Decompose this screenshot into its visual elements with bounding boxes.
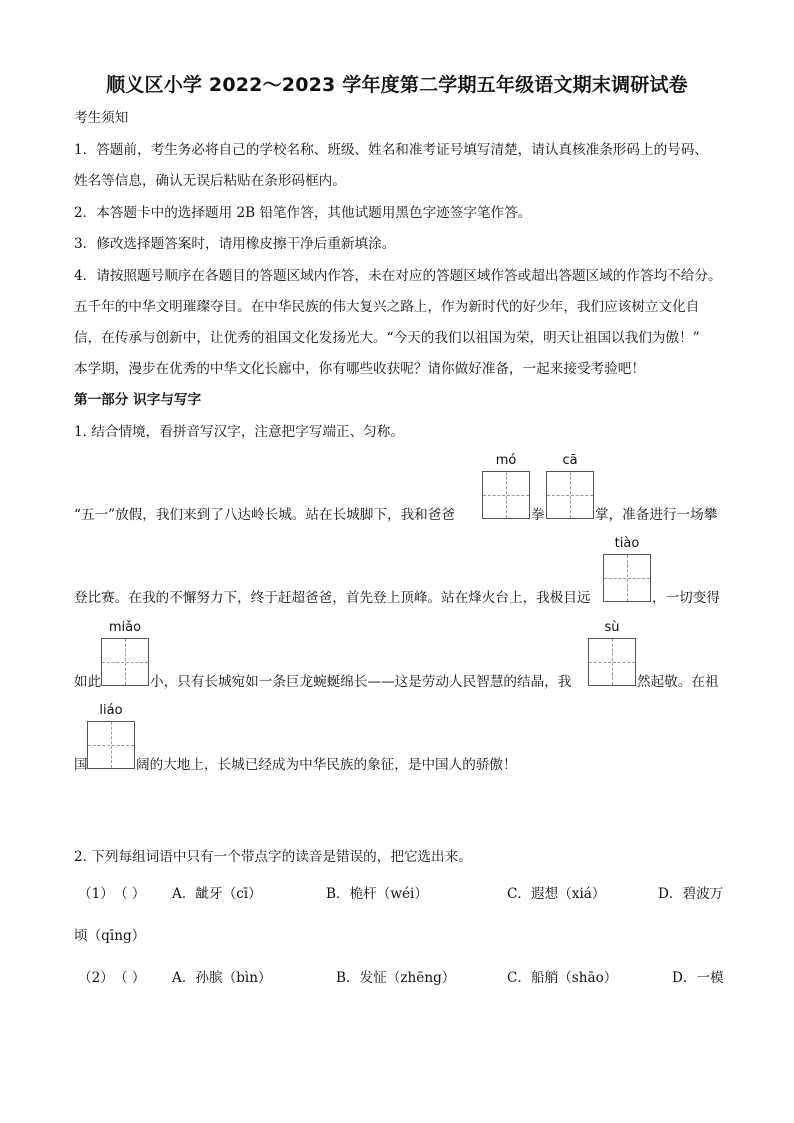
notice-item-3: 3．修改选择题答案时，请用橡皮擦干净后重新填涂。	[74, 236, 396, 252]
q2-row2-option-d: D．一模	[672, 970, 724, 986]
pinyin-mo: mó	[495, 453, 517, 468]
pinyin-ca: cā	[562, 453, 578, 468]
intro-line-3: 本学期，漫步在优秀的中华文化长廊中，你有哪些收获呢？请你做好准备，一起来接受考验吧！	[74, 361, 645, 377]
q1-stem: 1. 结合情境，看拼音写汉字，注意把字写端正、匀称。	[74, 424, 404, 440]
answer-box-su[interactable]	[588, 638, 636, 686]
q1-paragraph-line-3c: 然起敬。在祖	[637, 674, 719, 690]
notice-item-4: 4．请按照题号顺序在各题目的答题区域内作答，未在对应的答题区域作答或超出答题区域的作答均不给分。	[74, 268, 722, 284]
q1-paragraph-line-4a: 国	[74, 757, 88, 773]
q1-paragraph-line-4b: 阔的大地上，长城已经成为中华民族的象征，是中国人的骄傲！	[136, 757, 517, 773]
q2-row1-option-a: A．龇牙（cī）	[172, 886, 262, 902]
notice-item-2: 2．本答题卡中的选择题用 2B 铅笔作答，其他试题用黑色字迹签字笔作答。	[74, 205, 532, 221]
q2-row2-option-c: C．船艄（shāo）	[507, 970, 618, 986]
q2-row2-option-a: A．孙膑（bìn）	[172, 970, 272, 986]
notice-item-1-cont: 姓名等信息，确认无误后粘贴在条形码框内。	[74, 173, 346, 189]
q2-row1-option-d-cont: 顷（qīng）	[74, 928, 146, 944]
q2-row1-option-b: B．桅杆（wéi）	[326, 886, 428, 902]
notice-item-1: 1．答题前，考生务必将自己的学校名称、班级、姓名和准考证号填写清楚，请认真核准条形码上的号码、	[74, 142, 708, 158]
intro-line-2: 信，在传承与创新中，让优秀的祖国文化发扬光大。“今天的我们以祖国为荣，明天让祖国以我们为傲！”	[74, 330, 700, 346]
q2-row2-option-b: B．发怔（zhēng）	[336, 970, 456, 986]
pinyin-miao: miǎo	[108, 620, 142, 635]
q1-paragraph-line-1c: 掌，准备进行一场攀	[595, 507, 718, 523]
q2-stem: 2. 下列每组词语中只有一个带点字的读音是错误的，把它选出来。	[74, 849, 472, 865]
q1-paragraph-line-2b: ，一切变得	[652, 590, 720, 606]
exam-title: 顺义区小学 2022～2023 学年度第二学期五年级语文期末调研试卷	[106, 74, 688, 96]
part1-heading: 第一部分 识字与写字	[74, 392, 202, 408]
pinyin-su: sù	[604, 620, 620, 635]
q2-row1-option-d: D．碧波万	[658, 886, 724, 902]
answer-box-liao[interactable]	[87, 721, 135, 769]
answer-box-ca[interactable]	[546, 471, 594, 519]
q1-paragraph-line-2a: 登比赛。在我的不懈努力下，终于赶超爸爸，首先登上顶峰。站在烽火台上，我极目远	[74, 590, 591, 606]
q2-row2-number: （2）	[78, 970, 114, 986]
pinyin-liao: liáo	[99, 703, 123, 718]
answer-box-tiao[interactable]	[603, 554, 651, 602]
intro-line-1: 五千年的中华文明璀璨夺目。在中华民族的伟大复兴之路上，作为新时代的好少年，我们应该树立文化自	[74, 299, 700, 315]
q1-paragraph-line-3a: 如此	[74, 674, 102, 690]
q1-paragraph-line-1a: “五一”放假，我们来到了八达岭长城。站在长城脚下，我和爸爸	[74, 507, 455, 523]
q1-paragraph-line-1b: 拳	[531, 507, 545, 523]
notice-heading: 考生须知	[74, 110, 129, 126]
pinyin-tiao: tiào	[614, 536, 640, 551]
q2-row1-answer-blank[interactable]: （ ）	[114, 886, 146, 902]
q2-row1-option-c: C．遐想（xiá）	[507, 886, 606, 902]
answer-box-mo[interactable]	[482, 471, 530, 519]
q1-paragraph-line-3b: 小，只有长城宛如一条巨龙蜿蜒绵长——这是劳动人民智慧的结晶，我	[150, 674, 572, 690]
answer-box-miao[interactable]	[101, 638, 149, 686]
q2-row2-answer-blank[interactable]: （ ）	[114, 970, 146, 986]
q2-row1-number: （1）	[78, 886, 114, 902]
